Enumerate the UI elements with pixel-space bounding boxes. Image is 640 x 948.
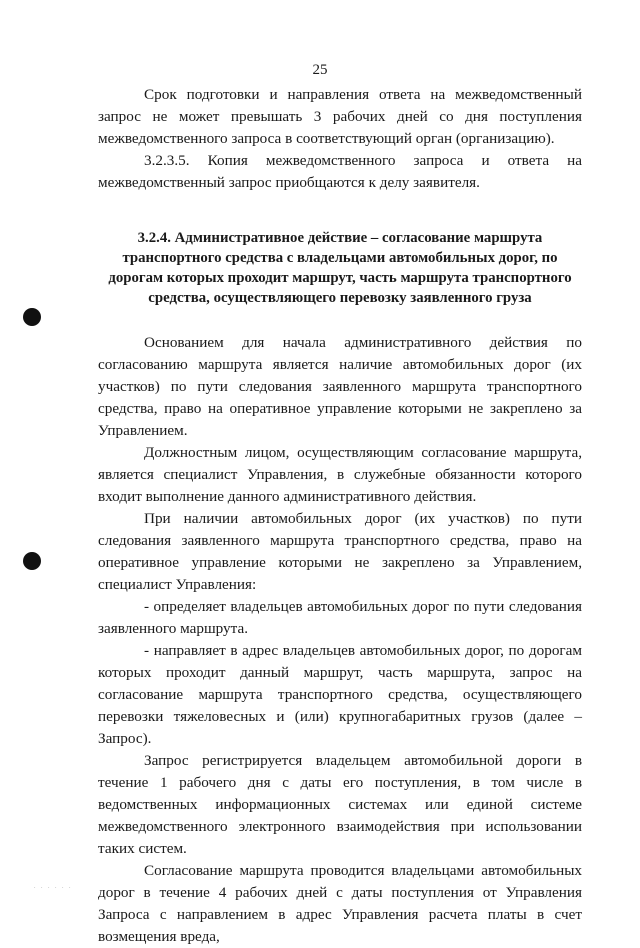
document-body	[98, 84, 582, 948]
paragraph-responsible-official: Должностным лицом, осуществляющим согласование маршрута, является специалист Управления, в служебные обязанности которого входит выполнение данного административного действия.	[98, 444, 582, 505]
paragraph-3-2-3-5: 3.2.3.5. Копия межведомственного запроса и ответа на межведомственный запрос приобщаются к делу заявителя.	[98, 152, 582, 191]
list-item-send-request: - направляет в адрес владельцев автомобильных дорог, по дорогам которых проходит данный маршрут, часть маршрута, запрос на согласование маршрута транспортного средства, осуществляющего перевозки тяжеловесных и (или) крупногабаритных грузов (далее – Запрос).	[98, 642, 582, 747]
scan-artifact: . . . . . .	[34, 884, 73, 890]
list-item-identify-owners: - определяет владельцев автомобильных дорог по пути следования заявленного маршрута.	[98, 598, 582, 637]
punch-hole-top	[23, 308, 41, 326]
paragraph-specialist-actions: При наличии автомобильных дорог (их участков) по пути следования заявленного маршрута транспортного средства, право на оперативное управление которыми не закреплено за Управлением, специалист Управления:	[98, 510, 582, 593]
section-heading-3-2-4: 3.2.4. Административное действие – согласование маршрута транспортного средства с владельцами автомобильных дорог, по дорогам которых проходит маршрут, часть маршрута транспортного средства, осуществляющего перевозку заявленного груза	[108, 230, 572, 306]
page-number: 25	[312, 62, 328, 78]
paragraph-response-deadline: Срок подготовки и направления ответа на межведомственный запрос не может превышать 3 рабочих дней со дня поступления межведомственного запроса в соответствующий орган (организацию).	[98, 86, 582, 147]
punch-hole-bottom	[23, 552, 41, 570]
paragraph-route-approval: Согласование маршрута проводится владельцами автомобильных дорог в течение 4 рабочих дней с даты поступления от Управления Запроса с направлением в адрес Управления расчета платы в счет возмещения вреда,	[98, 862, 582, 945]
paragraph-grounds: Основанием для начала административного действия по согласованию маршрута является наличие автомобильных дорог (их участков) по пути следования заявленного маршрута транспортного средства, право на оперативное управление которыми не закреплено за Управлением.	[98, 334, 582, 439]
paragraph-request-registration: Запрос регистрируется владельцем автомобильной дороги в течение 1 рабочего дня с даты его поступления, в том числе в ведомственных информационных системах или единой системе межведомственного электронного взаимодействия при использовании таких систем.	[98, 752, 582, 857]
